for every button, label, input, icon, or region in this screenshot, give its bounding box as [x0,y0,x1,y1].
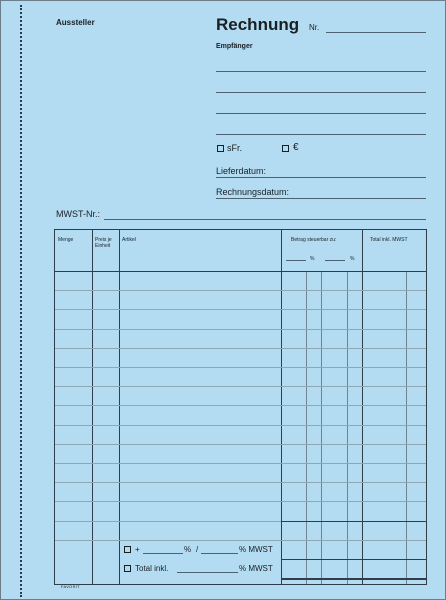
recipient-label: Empfänger [216,43,253,50]
summary-divider [281,521,426,522]
invoice-date-label: Rechnungsdatum: [216,187,290,197]
column-header-unit-price-1: Preis je [95,237,112,243]
column-divider [347,271,348,584]
page-title: Rechnung [216,15,300,34]
perforation-line [20,5,22,597]
currency-eur-label: € [293,142,299,153]
vat-summary-rate-field[interactable] [143,553,183,554]
vat-summary-checkbox[interactable] [124,546,131,553]
vat-summary-plus: + [135,545,140,554]
table-row[interactable] [55,444,426,445]
table-row[interactable] [55,405,426,406]
brand-mark: FAVORIT [61,584,80,589]
column-header-unit-price-2: Einheit [95,243,111,249]
total-end: % MWST [239,564,273,573]
issuer-label: Aussteller [56,18,95,27]
vat-number-label: MWST-Nr.: [56,209,100,219]
total-rate-field[interactable] [177,572,238,573]
table-row[interactable] [55,367,426,368]
delivery-date-field[interactable] [216,177,426,178]
currency-chf-checkbox[interactable] [217,145,224,152]
delivery-date-label: Lieferdatum: [216,166,267,176]
total-checkbox[interactable] [124,565,131,572]
table-row[interactable] [55,463,426,464]
column-divider [92,230,93,584]
table-row[interactable] [55,348,426,349]
vat-rate-1-field[interactable] [286,260,306,261]
currency-chf-label: sFr. [227,143,242,153]
vat-rate-2-percent: % [350,256,355,262]
table-row[interactable] [55,290,426,291]
vat-rate-2-field[interactable] [325,260,345,261]
vat-summary-rate-2-field[interactable] [201,553,238,554]
line-items-table [54,229,427,585]
recipient-field-line-4[interactable] [216,134,426,135]
column-divider [406,271,407,584]
recipient-field-line-1[interactable] [216,71,426,72]
invoice-date-field[interactable] [216,198,426,199]
table-row[interactable] [55,540,426,541]
table-row[interactable] [55,329,426,330]
currency-eur-checkbox[interactable] [282,145,289,152]
recipient-field-line-2[interactable] [216,92,426,93]
table-row[interactable] [55,386,426,387]
invoice-number-label: Nr. [309,23,320,32]
column-header-article: Artikel [122,237,136,243]
vat-rate-1-percent: % [310,256,315,262]
recipient-field-line-3[interactable] [216,113,426,114]
column-divider [119,230,120,584]
table-row[interactable] [55,425,426,426]
table-row[interactable] [55,482,426,483]
column-header-total-incl-vat: Total inkl. MWST [370,237,408,243]
vat-summary-slash: / [196,545,199,554]
column-header-taxable-amount: Betrag steuerbar zu: [291,237,337,243]
table-row[interactable] [55,309,426,310]
total-label: Total inkl. [135,564,169,573]
column-header-quantity: Menge [58,237,74,243]
total-double-line [281,578,426,580]
column-divider [306,271,307,584]
vat-summary-end: % MWST [239,545,273,554]
invoice-number-field[interactable] [326,32,426,33]
table-row[interactable] [55,501,426,502]
column-divider [321,271,322,584]
column-divider [362,230,363,584]
table-row[interactable] [55,271,426,272]
vat-number-field[interactable] [104,219,426,220]
column-divider [281,230,282,584]
summary-divider [281,559,426,560]
vat-summary-pct: % [184,545,192,554]
